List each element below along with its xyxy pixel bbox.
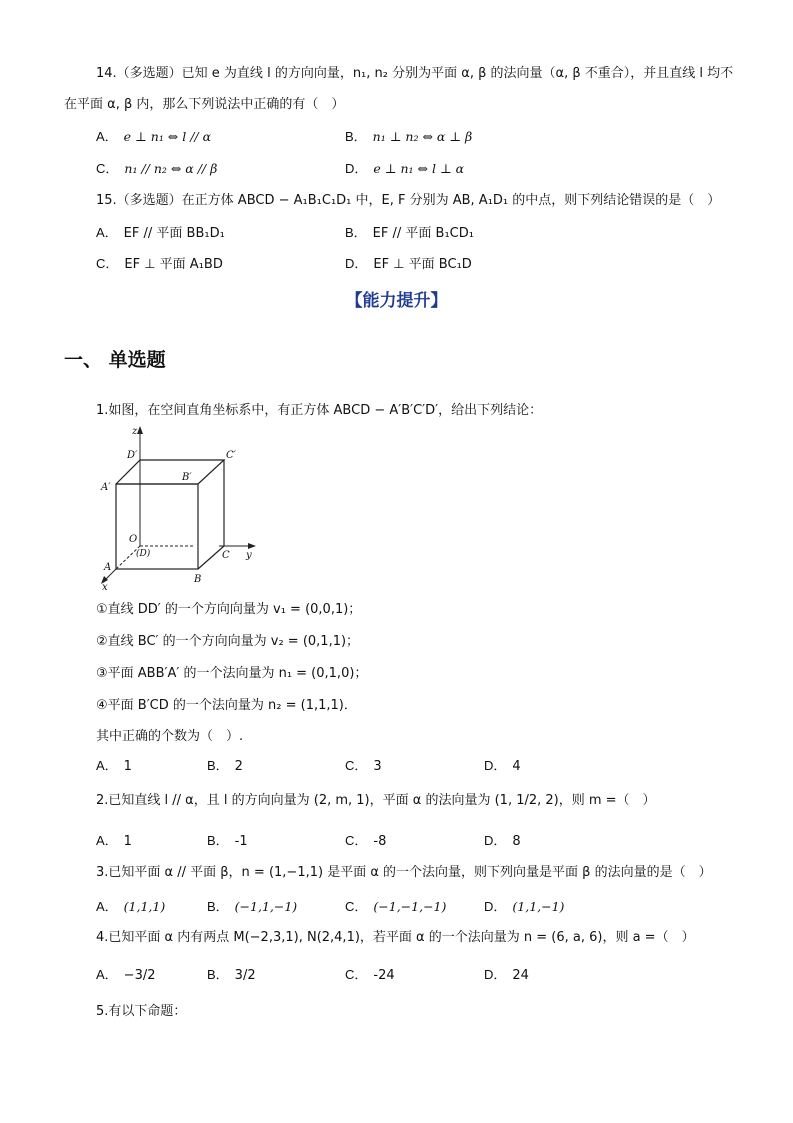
q14-line-2: 在平面 α, β 内，那么下列说法中正确的有（ ） [64,97,345,112]
q2-option-b[interactable]: B． -1 [207,833,248,849]
q1-statement-1: ①直线 DD′ 的一个方向向量为 v₁ = (0,0,1)； [96,602,362,617]
q15-option-b[interactable]: B． EF // 平面 B₁CD₁ [345,225,474,241]
q4-option-a[interactable]: A． −3/2 [96,967,156,983]
q1-statement-3: ③平面 ABB′A′ 的一个法向量为 n₁ = (0,1,0)； [96,666,368,681]
q4-option-b[interactable]: B． 3/2 [207,967,256,983]
q14-option-a[interactable]: A． e ⊥ n₁ ⇔ l // α [96,129,212,144]
q1-option-b[interactable]: B． 2 [207,758,243,774]
label-c1: C′ [226,450,236,461]
q15-option-a[interactable]: A． EF // 平面 BB₁D₁ [96,225,225,241]
q1-ask: 其中正确的个数为（ ）. [96,729,244,744]
label-d-paren: (D) [136,549,151,559]
q2-line-1: 2.已知直线 l // α，且 l 的方向向量为 (2, m, 1)，平面 α 的法向量为 (1, 1/2, 2)，则 m =（ ） [96,793,656,808]
top-face [116,460,224,484]
q2-option-c[interactable]: C． -8 [345,833,387,849]
q2-option-a[interactable]: A． 1 [96,833,132,849]
label-x: x [102,582,108,590]
q14-option-d[interactable]: D． e ⊥ n₁ ⇔ l ⊥ α [345,161,465,176]
edge-bc [198,546,224,569]
label-b1: B′ [182,472,192,483]
q1-statement-4: ④平面 B′CD 的一个法向量为 n₂ = (1,1,1)． [96,698,357,713]
q14-option-c[interactable]: C． n₁ // n₂ ⇔ α // β [96,161,218,176]
q1-option-d[interactable]: D． 4 [484,758,521,774]
q1-statement-2: ②直线 BC′ 的一个方向向量为 v₂ = (0,1,1)； [96,634,360,649]
q14-line-1: 14.（多选题）已知 e 为直线 l 的方向向量，n₁, n₂ 分别为平面 α, β 的法向量（α, β 不重合），并且直线 l 均不 [96,66,734,81]
section-title: 【能力提升】 [345,291,448,311]
q3-option-c[interactable]: C． (−1,−1,−1) [345,899,447,914]
section-heading: 一、 单选题 [64,349,166,371]
q3-option-d[interactable]: D． (1,1,−1) [484,899,565,914]
z-arrow [137,426,143,434]
q1-option-c[interactable]: C． 3 [345,758,382,774]
label-y: y [246,550,252,561]
q1-line-1: 1.如图，在空间直角坐标系中，有正方体 ABCD − A′B′C′D′，给出下列结论： [96,403,543,418]
q1-option-a[interactable]: A． 1 [96,758,132,774]
y-arrow [248,543,256,549]
label-d1: D′ [127,450,138,461]
q4-option-d[interactable]: D． 24 [484,967,529,983]
label-z: z [132,426,138,437]
q3-line-1: 3.已知平面 α // 平面 β，n = (1,−1,1) 是平面 α 的一个法向量，则下列向量是平面 β 的法向量的是（ ） [96,865,712,880]
q4-line-1: 4.已知平面 α 内有两点 M(−2,3,1), N(2,4,1)，若平面 α 的一个法向量为 n = (6, a, 6)，则 a =（ ） [96,930,695,945]
q4-option-c[interactable]: C． -24 [345,967,395,983]
label-a: A [104,562,112,573]
q5-line-1: 5.有以下命题： [96,1004,187,1019]
cube-figure [96,424,266,590]
label-b: B [194,574,202,585]
q15-option-c[interactable]: C． EF ⊥ 平面 A₁BD [96,256,223,272]
label-a1: A′ [101,482,111,493]
q14-option-b[interactable]: B． n₁ ⊥ n₂ ⇔ α ⊥ β [345,129,473,144]
q3-option-a[interactable]: A． (1,1,1) [96,899,166,914]
q15-option-d[interactable]: D． EF ⊥ 平面 BC₁D [345,256,472,272]
label-c: C [222,550,230,561]
q15-line-1: 15.（多选题）在正方体 ABCD − A₁B₁C₁D₁ 中，E, F 分别为 AB, A₁D₁ 的中点，则下列结论错误的是（ ） [96,193,721,208]
front-face [116,484,198,569]
q2-option-d[interactable]: D． 8 [484,833,521,849]
q3-option-b[interactable]: B． (−1,1,−1) [207,899,298,914]
label-o: O [129,534,138,545]
